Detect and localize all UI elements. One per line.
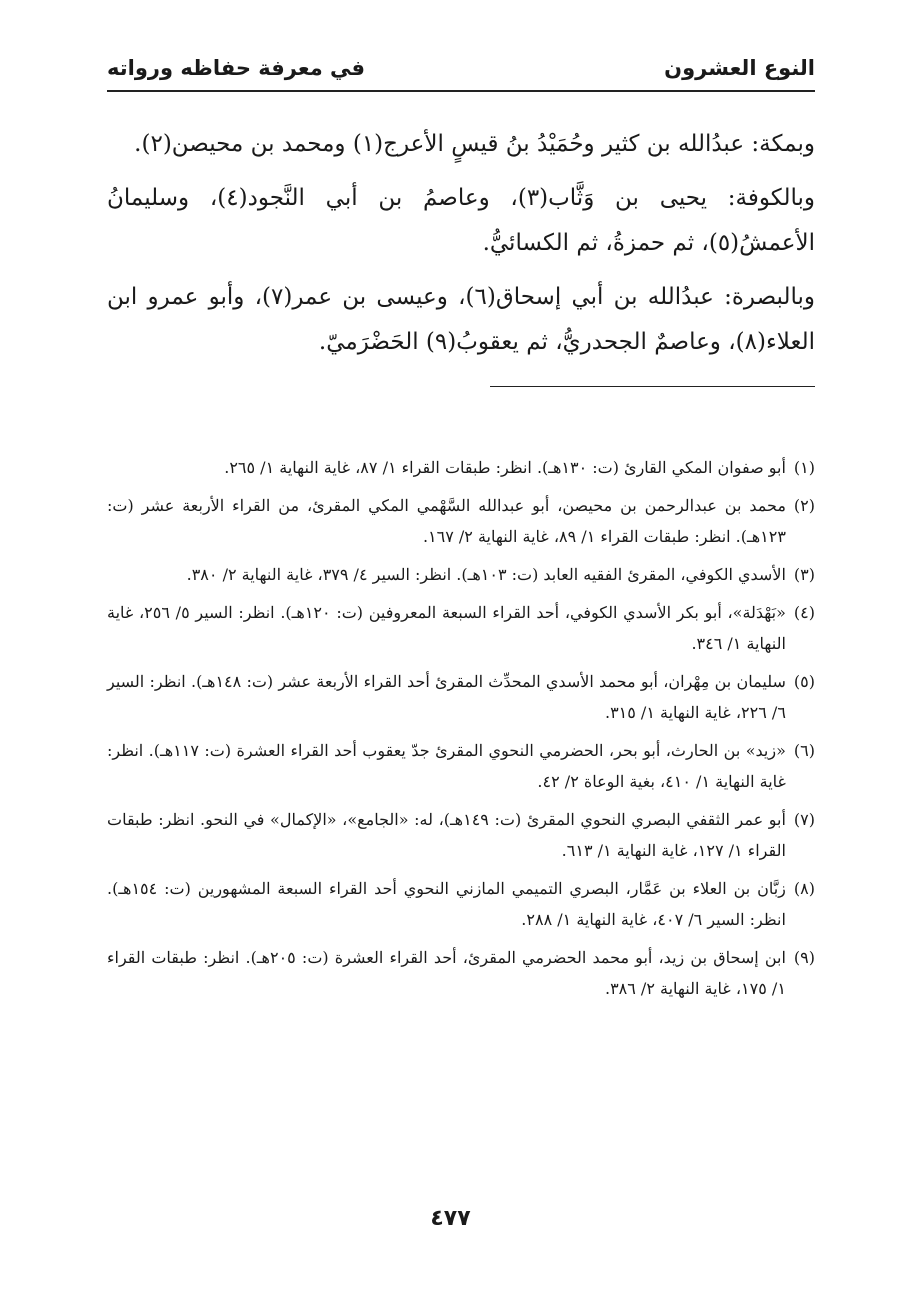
main-text [107, 122, 815, 374]
chapter-title: النوع العشرون [664, 56, 815, 80]
footnote [107, 490, 815, 552]
page-number: ٤٧٧ [430, 1206, 471, 1231]
footnote [107, 735, 815, 797]
footnote-text: أبو عمر الثقفي البصري النحوي المقرئ (ت: ١٤٩هـ)، له: «الجامع»، «الإكمال» في النحو. انظر: طبقات القراء ١/ ١٢٧، غاية النهاية ١/ ٦١٣. [107, 810, 786, 860]
footnote [107, 873, 815, 935]
footnote-text: «بَهْدَلة»، أبو بكر الأسدي الكوفي، أحد القراء السبعة المعروفين (ت: ١٢٠هـ). انظر: السير ٥/ ٢٥٦، غاية النهاية ١/ ٣٤٦. [107, 603, 786, 653]
footnote [107, 804, 815, 866]
footnote-text: سليمان بن مِهْران، أبو محمد الأسدي المحدِّث المقرئ أحد القراء الأربعة عشر (ت: ١٤٨هـ). انظر: السير ٦/ ٢٢٦، غاية النهاية ١/ ٣١٥. [107, 672, 786, 722]
footnote-number: (٢) [793, 496, 815, 515]
footnote-number: (٥) [793, 672, 815, 691]
paragraph-basra: وبالبصرة: عبدُالله بن أبي إسحاق(٦)، وعيسى بن عمر(٧)، وأبو عمرو ابن العلاء(٨)، وعاصمٌ الجحدريُّ، ثم يعقوبُ(٩) الحَضْرَميّ. [107, 284, 815, 355]
paragraph-kufa: وبالكوفة: يحيى بن وَثَّاب(٣)، وعاصمُ بن أبي النَّجود(٤)، وسليمانُ الأعمشُ(٥)، ثم حمزةُ، ثم الكسائيُّ. [107, 185, 815, 256]
footnote-text: الأسدي الكوفي، المقرئ الفقيه العابد (ت: ١٠٣هـ). انظر: السير ٤/ ٣٧٩، غاية النهاية ٢/ ٣٨٠. [186, 565, 786, 584]
section-title: في معرفة حفاظه ورواته [107, 56, 365, 80]
footnote [107, 666, 815, 728]
footnote [107, 452, 815, 483]
footnote-number: (٣) [793, 565, 815, 584]
footnote-number: (٩) [793, 948, 815, 967]
footnote-number: (٧) [793, 810, 815, 829]
footnote [107, 597, 815, 659]
footnote-number: (٦) [793, 741, 815, 760]
footnote [107, 559, 815, 590]
running-header [107, 52, 815, 92]
footnote-number: (٤) [793, 603, 815, 622]
footnote-text: زبَّان بن العلاء بن عَمَّار، البصري التميمي المازني النحوي أحد القراء السبعة المشهورين (ت: ١٥٤هـ). انظر: السير ٦/ ٤٠٧، غاية النهاية ١/ ٢٨٨. [107, 879, 786, 929]
footnote-text: محمد بن عبدالرحمن بن محيصن، أبو عبدالله السَّهْمي المكي المقرئ، من القراء الأربعة عشر (ت: ١٢٣هـ). انظر: طبقات القراء ١/ ٨٩، غاية النهاية ٢/ ١٦٧. [107, 496, 786, 546]
footnote-text: أبو صفوان المكي القارئ (ت: ١٣٠هـ). انظر: طبقات القراء ١/ ٨٧، غاية النهاية ١/ ٢٦٥. [224, 458, 786, 477]
footnote-text: ابن إسحاق بن زيد، أبو محمد الحضرمي المقرئ، أحد القراء العشرة (ت: ٢٠٥هـ). انظر: طبقات القراء ١/ ١٧٥، غاية النهاية ٢/ ٣٨٦. [107, 948, 786, 998]
footnote-text: «زيد» بن الحارث، أبو بحر، الحضرمي النحوي المقرئ جدّ يعقوب أحد القراء العشرة (ت: ١١٧هـ). انظر: غاية النهاية ١/ ٤١٠، بغية الوعاة ٢/ ٤٢. [107, 741, 786, 791]
footnotes [107, 452, 815, 1011]
footnote-number: (٨) [793, 879, 815, 898]
footnote-number: (١) [793, 458, 815, 477]
footnote [107, 942, 815, 1004]
footnote-divider [490, 386, 815, 387]
paragraph-mecca: وبمكة: عبدُالله بن كثير وحُمَيْدُ بنُ قيسٍ الأعرج(١) ومحمد بن محيصن(٢). [134, 131, 815, 157]
